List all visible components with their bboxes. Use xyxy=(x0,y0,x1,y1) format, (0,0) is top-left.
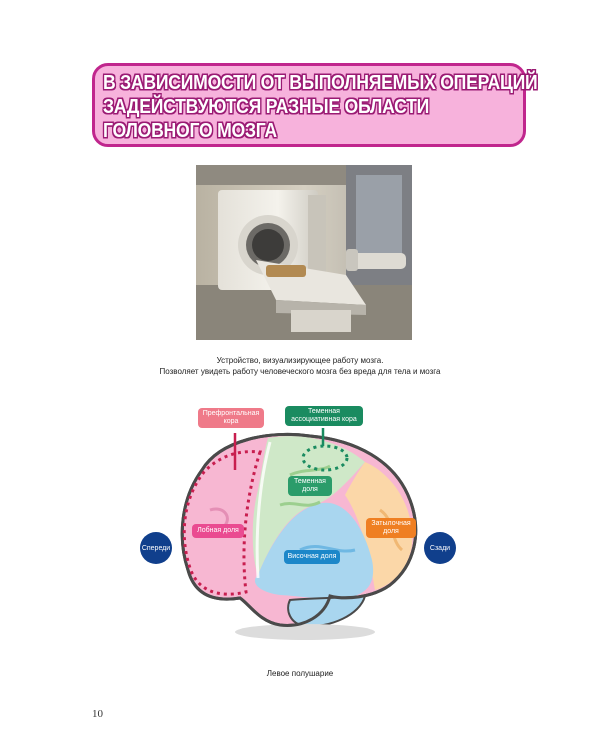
title-line-2: ЗАДЕЙСТВУЮТСЯ РАЗНЫЕ ОБЛАСТИ xyxy=(103,95,430,118)
label-occipital-lobe xyxy=(366,518,416,538)
title-banner xyxy=(92,63,538,147)
label-parietal-association-cortex xyxy=(285,406,363,426)
title-line-1: В ЗАВИСИМОСТИ ОТ ВЫПОЛНЯЕМЫХ ОПЕРАЦИЙ xyxy=(103,71,538,94)
label-assoc-line-2: ассоциативная кора xyxy=(291,416,357,423)
photo-caption-line-1: Устройство, визуализирующее работу мозга. xyxy=(216,356,384,365)
back-direction-badge: Сзади xyxy=(424,532,456,564)
photo-caption-line-2: Позволяет увидеть работу человеческого мозга без вреда для тела и мозга xyxy=(159,367,441,376)
page-number: 10 xyxy=(92,708,103,720)
label-frontal-lobe: Лобная доля xyxy=(192,524,244,538)
label-prefrontal-line-2: кора xyxy=(223,418,239,425)
hemisphere-caption: Левое полушарие xyxy=(266,669,334,678)
label-prefrontal-line-1: Префронтальная xyxy=(202,410,260,417)
label-prefrontal-cortex xyxy=(198,408,264,428)
shadow xyxy=(235,624,375,640)
front-direction-badge: Спереди xyxy=(140,532,172,564)
label-occipital-line-2: доля xyxy=(383,528,399,535)
label-parietal-line-1: Теменная xyxy=(294,478,326,485)
label-parietal-lobe xyxy=(288,476,332,496)
label-assoc-line-1: Теменная xyxy=(308,408,340,415)
label-temporal-lobe: Височная доля xyxy=(284,550,340,564)
mri-scanner-photo xyxy=(196,165,412,340)
label-parietal-line-2: доля xyxy=(302,486,318,493)
cerebellum-region xyxy=(288,596,365,626)
brain-diagram xyxy=(140,400,460,650)
label-occipital-line-1: Затылочная xyxy=(371,520,411,527)
title-line-3: ГОЛОВНОГО МОЗГА xyxy=(103,119,277,142)
